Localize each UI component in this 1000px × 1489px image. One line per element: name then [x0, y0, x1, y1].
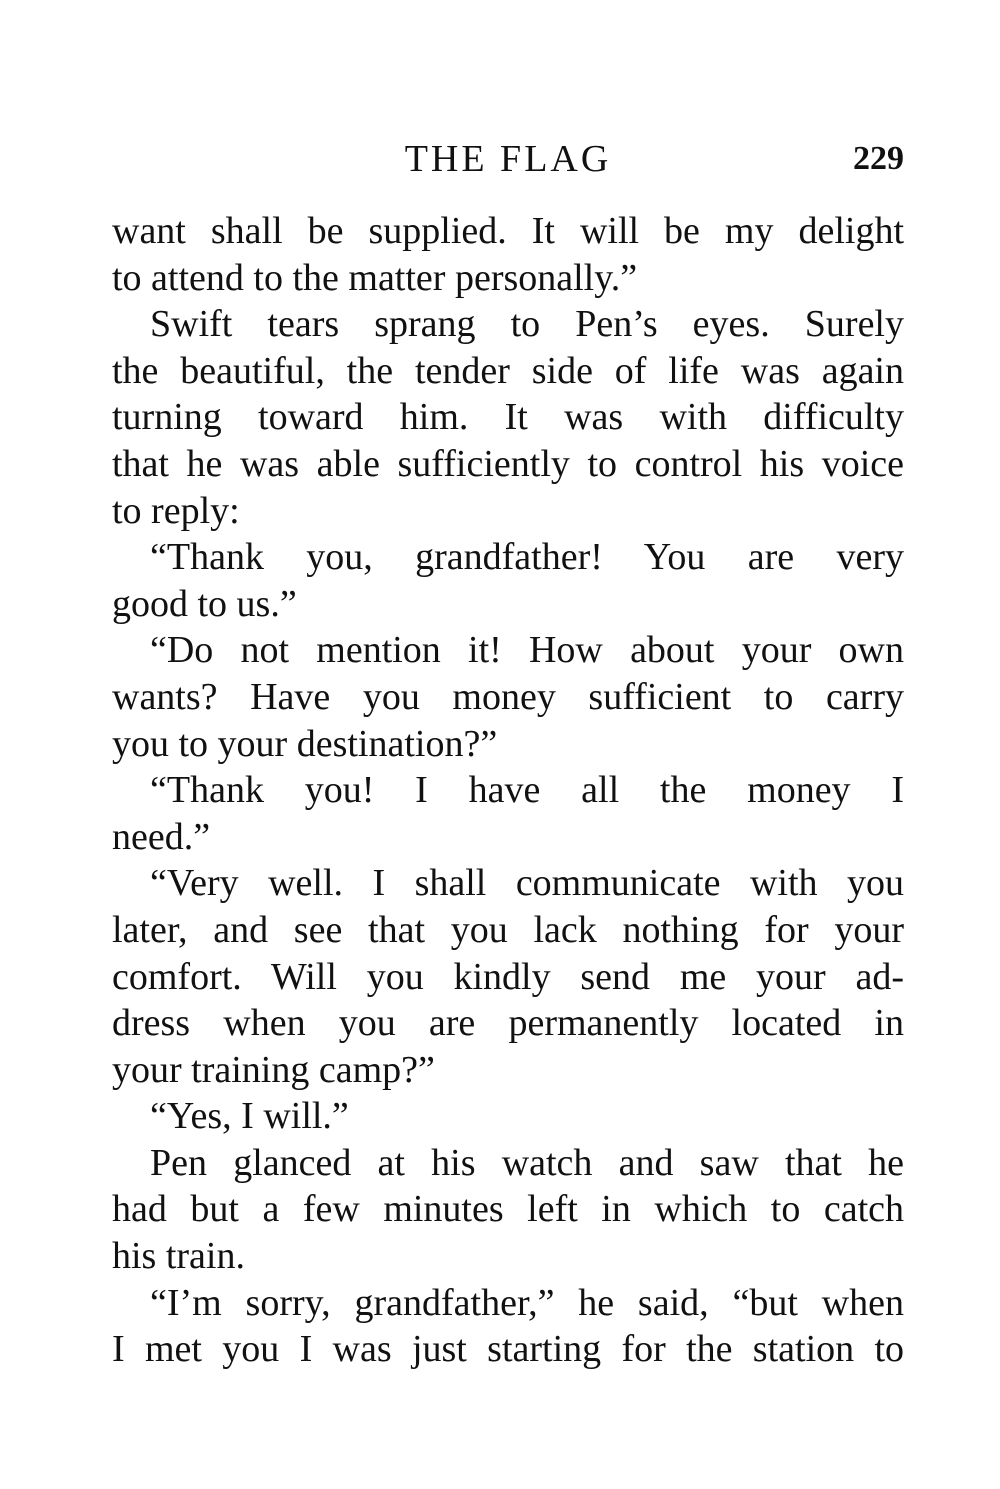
text-line: turning toward him. It was with difficulty	[112, 396, 904, 439]
text-line: need.”	[112, 815, 211, 858]
text-line: Pen glanced at his watch and saw that he	[150, 1141, 904, 1184]
text-line: later, and see that you lack nothing for your	[112, 908, 904, 951]
body-text	[112, 208, 904, 1373]
text-line: your training camp?”	[112, 1048, 435, 1091]
text-line: want shall be supplied. It will be my delight	[112, 210, 904, 252]
running-head	[112, 136, 904, 182]
text-line: “Yes, I will.”	[150, 1095, 349, 1138]
running-title: THE FLAG	[404, 138, 612, 180]
text-line: Swift tears sprang to Pen’s eyes. Surely	[150, 303, 904, 346]
text-line: good to us.”	[112, 582, 297, 625]
text-line: “Do not mention it! How about your own	[150, 629, 904, 672]
text-line: his train.	[112, 1235, 245, 1278]
text-line: the beautiful, the tender side of life was again	[112, 349, 904, 392]
text-line: dress when you are permanently located in	[112, 1002, 904, 1045]
text-line: wants? Have you money sufficient to carry	[112, 675, 904, 718]
text-line: that he was able sufficiently to control his voice	[112, 442, 904, 485]
text-line: to reply:	[112, 489, 240, 532]
text-line: had but a few minutes left in which to catch	[112, 1188, 904, 1231]
text-line: “Thank you, grandfather! You are very	[150, 536, 904, 579]
page-number: 229	[853, 140, 904, 177]
text-line: to attend to the matter personally.”	[112, 256, 638, 299]
text-line: “I’m sorry, grandfather,” he said, “but when	[150, 1281, 904, 1324]
text-line: comfort. Will you kindly send me your ad-	[112, 955, 904, 998]
text-line: I met you I was just starting for the station to	[112, 1328, 904, 1371]
text-line: “Thank you! I have all the money I	[150, 769, 904, 812]
text-line: you to your destination?”	[112, 722, 498, 765]
text-line: “Very well. I shall communicate with you	[150, 862, 904, 905]
